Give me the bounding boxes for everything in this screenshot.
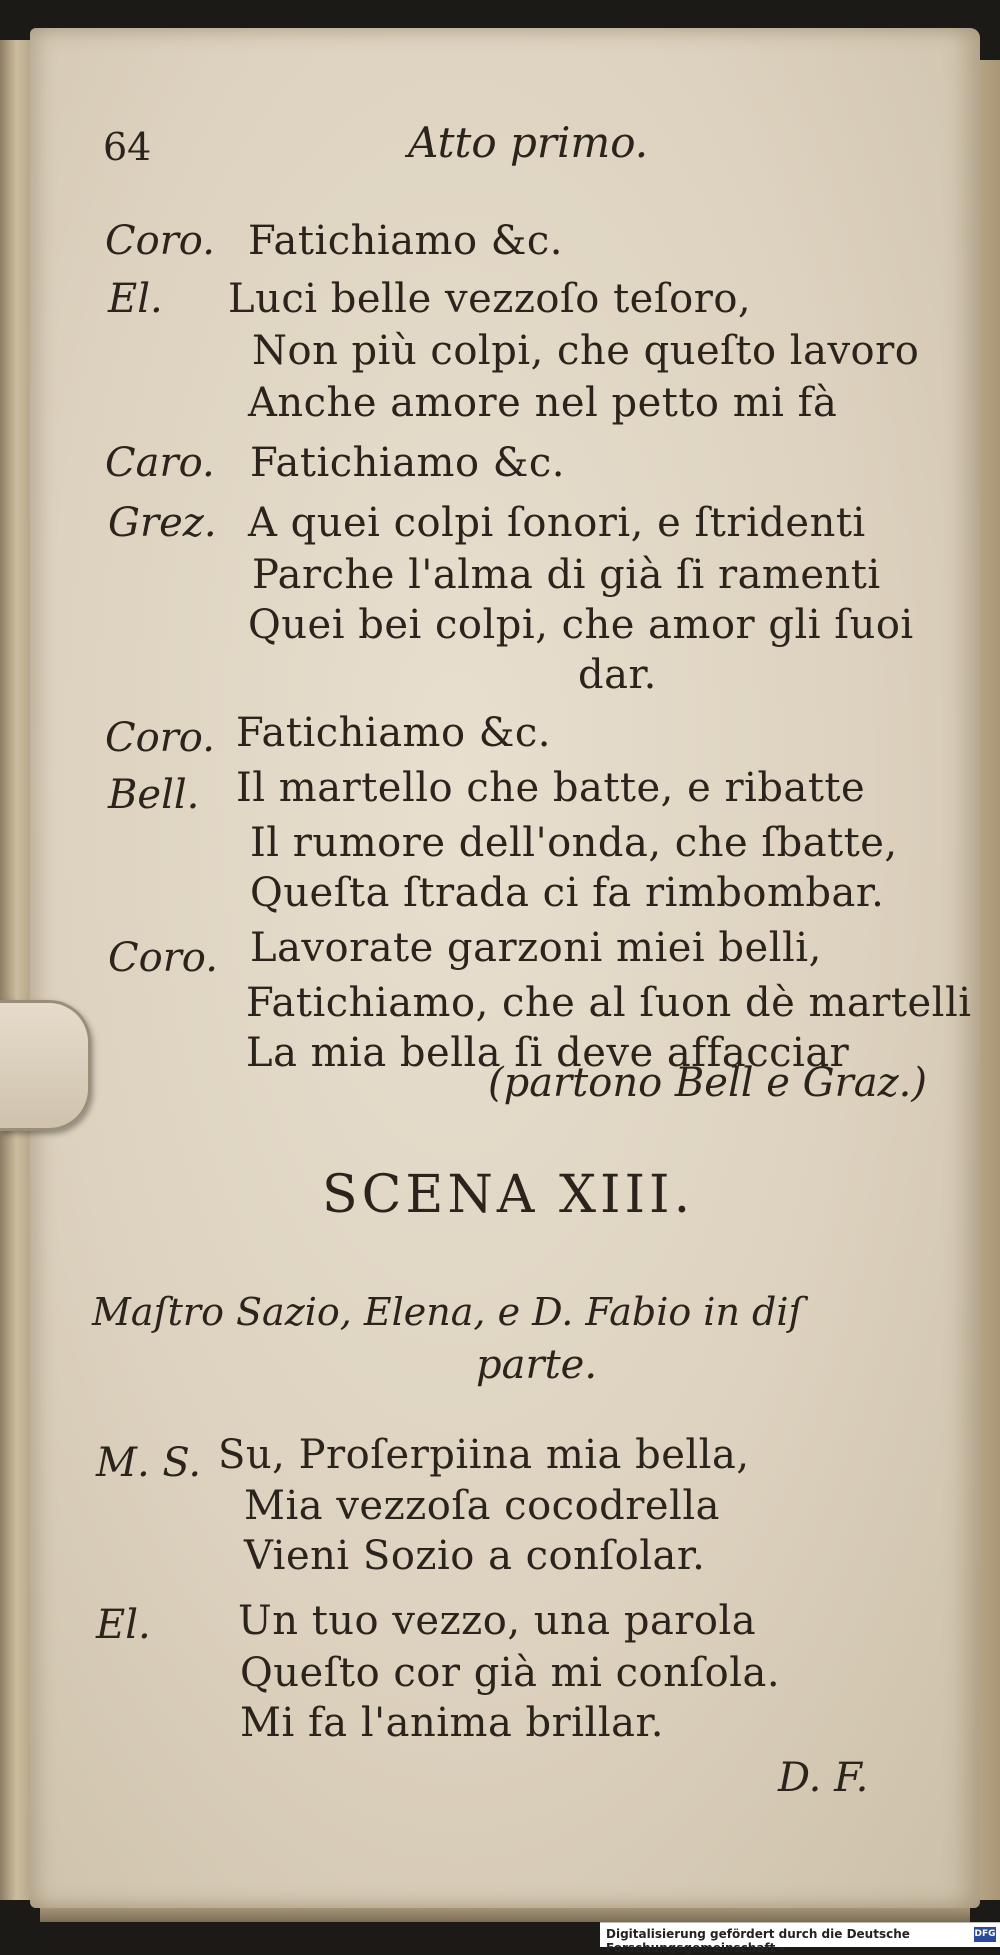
verse-line: Mi fa l'anima brillar. — [240, 1700, 664, 1746]
speaker-label: Grez. — [108, 500, 217, 546]
verse-line: Queſto cor già mi conſola. — [240, 1650, 781, 1696]
page-number: 64 — [103, 125, 152, 169]
verse-line: Fatichiamo &c. — [248, 218, 564, 264]
verse-line: Parche l'alma di già ſi ramenti — [252, 552, 881, 598]
dfg-logo: DFG — [974, 1927, 996, 1942]
stage-direction: (partono Bell e Graz.) — [488, 1060, 927, 1106]
scene-characters-continued: parte. — [476, 1342, 598, 1388]
speaker-label: El. — [96, 1602, 151, 1648]
verse-line: A quei colpi ſonori, e ſtridenti — [248, 500, 866, 546]
footer-bar — [600, 1922, 1000, 1955]
verse-line: Mia vezzoſa cocodrella — [244, 1483, 720, 1529]
verse-line: Queſta ſtrada ci fa rimbombar. — [250, 870, 885, 916]
scene-characters: Maſtro Sazio, Elena, e D. Fabio in diſ — [92, 1290, 803, 1334]
speaker-label: Coro. — [108, 935, 218, 981]
speaker-label: Coro. — [105, 218, 215, 264]
verse-line: Fatichiamo &c. — [250, 440, 566, 486]
verse-line: Su, Proſerpiina mia bella, — [218, 1432, 750, 1478]
scene-title: SCENA XIII. — [322, 1165, 695, 1225]
speaker-label: Coro. — [105, 715, 215, 761]
verse-line: Fatichiamo &c. — [236, 710, 552, 756]
verse-line: Il martello che batte, e ribatte — [236, 765, 866, 811]
speaker-label: El. — [108, 276, 163, 322]
speaker-label: M. S. — [96, 1440, 202, 1486]
verse-line: Quei bei colpi, che amor gli ſuoi — [248, 602, 914, 648]
verse-line: Fatichiamo, che al ſuon dè martelli — [246, 980, 972, 1026]
verse-line: Anche amore nel petto mi fà — [248, 380, 838, 426]
verse-line: Vieni Sozio a conſolar. — [244, 1533, 706, 1579]
verse-line: Lavorate garzoni miei belli, — [250, 925, 822, 971]
verse-line: dar. — [578, 652, 657, 698]
verse-line: Luci belle vezzoſo teſoro, — [228, 276, 752, 322]
speaker-label: Bell. — [108, 772, 200, 818]
verse-line: Non più colpi, che queſto lavoro — [252, 328, 920, 374]
verse-line: Il rumore dell'onda, che ſbatte, — [250, 820, 898, 866]
verse-line: La mia bella ſi deve affacciar — [246, 1030, 850, 1076]
speaker-label: Caro. — [105, 440, 215, 486]
page-clip — [0, 1000, 91, 1131]
book-left-edge — [0, 40, 30, 1900]
footer-credit: Digitalisierung gefördert durch die Deutsche Forschungsgemeinschaft - — [606, 1927, 910, 1955]
verse-line: Un tuo vezzo, una parola — [238, 1598, 757, 1644]
catchword: D. F. — [778, 1755, 869, 1801]
running-title: Atto primo. — [408, 118, 649, 167]
